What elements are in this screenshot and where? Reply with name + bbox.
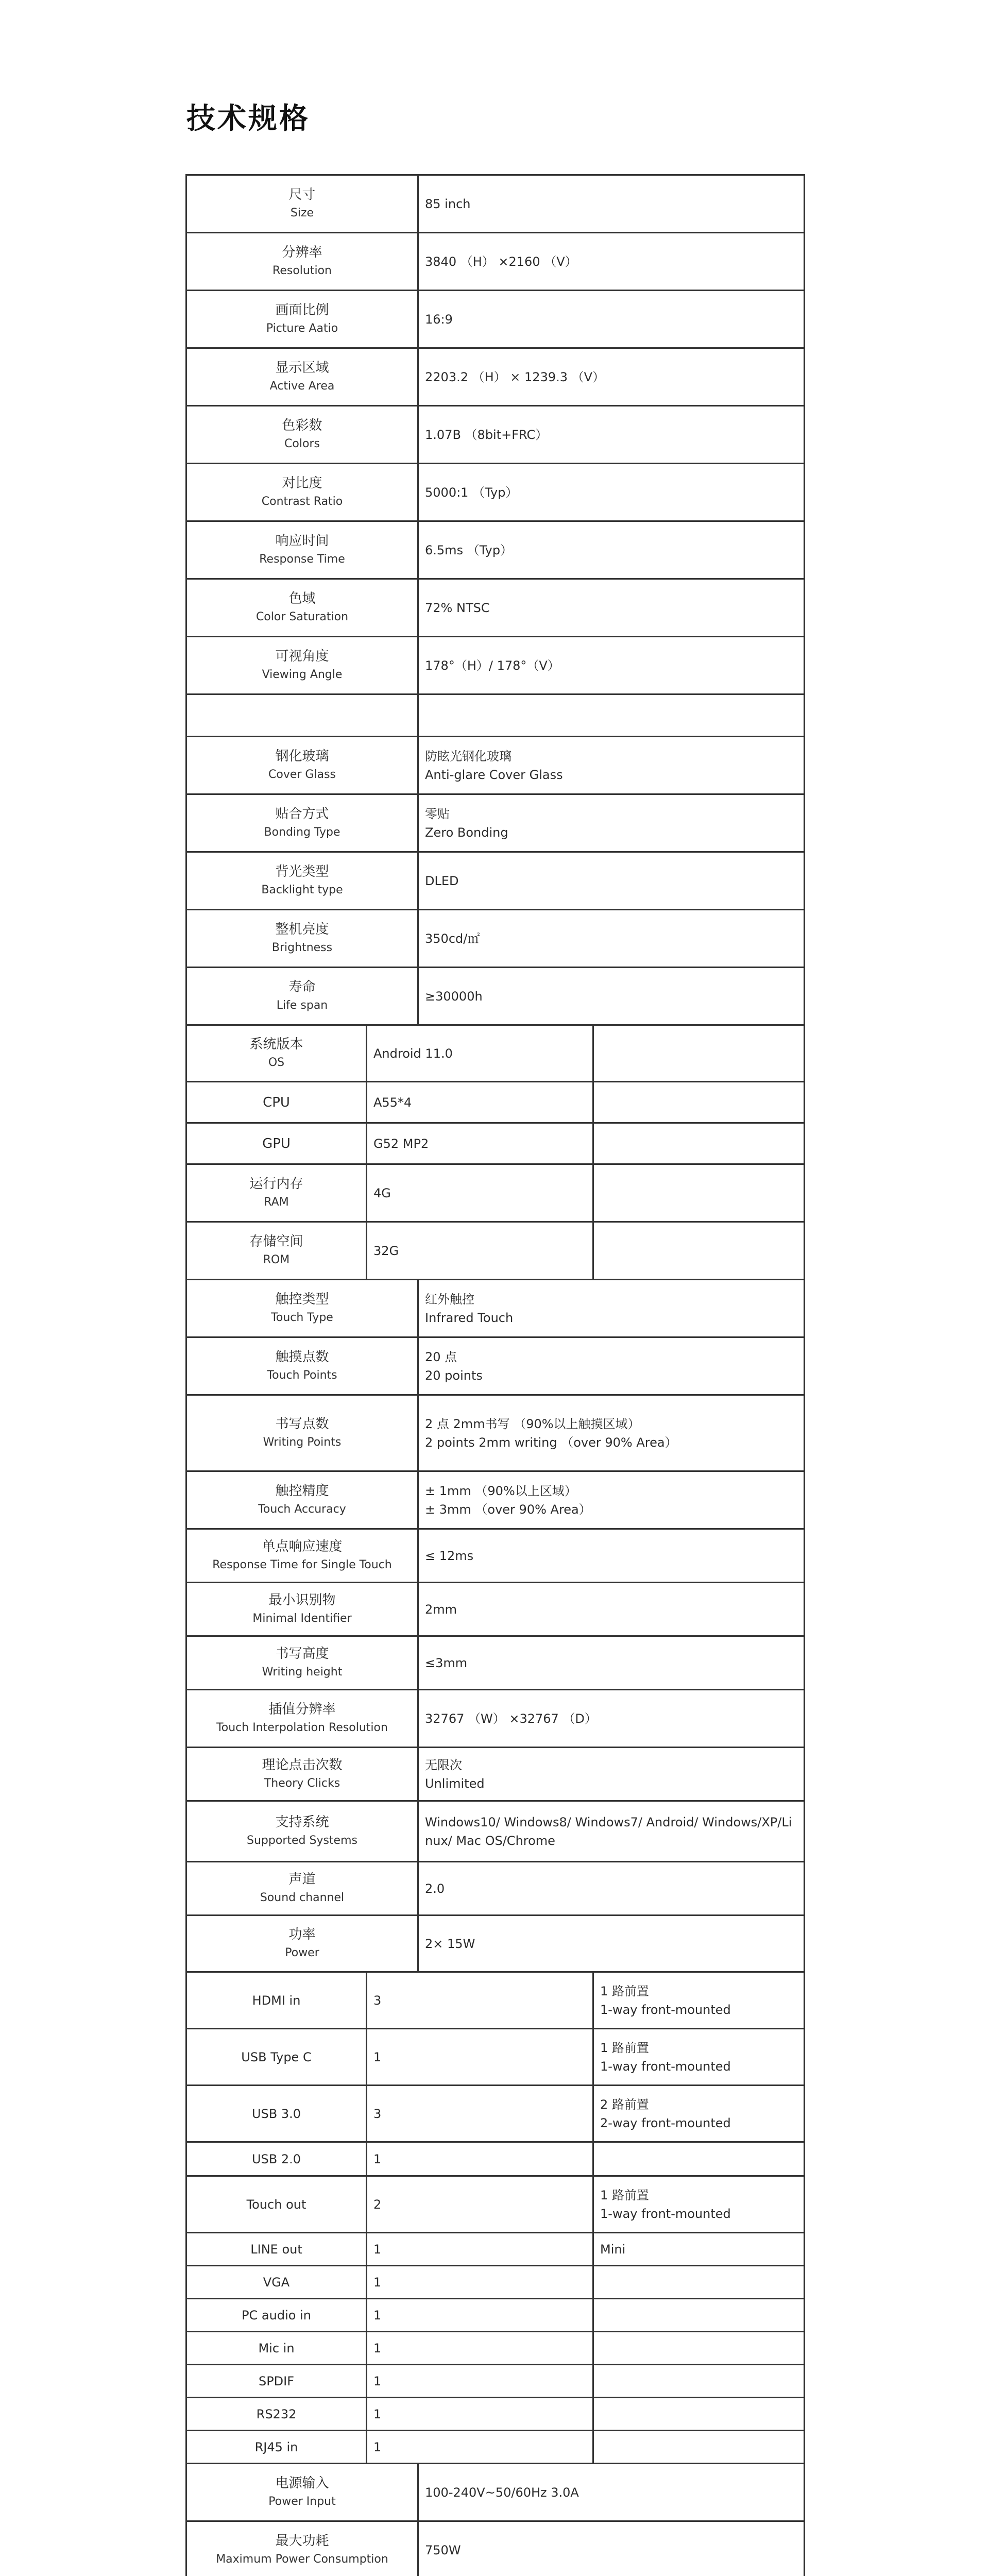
port-name-cell <box>186 2299 367 2332</box>
spec-value-cell <box>418 910 805 968</box>
port-qty: 1 <box>373 2242 382 2257</box>
spec-label-cell <box>186 1862 418 1916</box>
spec-label-en: Touch Accuracy <box>258 1502 346 1516</box>
spec-label-cell <box>186 1690 418 1748</box>
spec-label-en: Touch Type <box>271 1311 333 1324</box>
spec-value: 85 inch <box>425 196 471 211</box>
spec-value: 20 点 <box>425 1349 457 1364</box>
spec-value-cell <box>367 1164 593 1222</box>
spec-value: nux/ Mac OS/Chrome <box>425 1833 555 1848</box>
blank-cell <box>593 1123 805 1164</box>
spec-row <box>186 1123 805 1164</box>
spec-label-cell <box>186 2521 418 2576</box>
spec-value: ≤3mm <box>425 1655 468 1670</box>
blank-cell <box>593 1025 805 1082</box>
blank-cell <box>186 694 418 737</box>
spec-label-cn: 背光类型 <box>275 863 329 879</box>
port-position-cell <box>593 2142 805 2176</box>
spec-label-cn: 画面比例 <box>275 302 329 318</box>
spec-value: 防眩光钢化玻璃 <box>425 749 512 764</box>
blank-cell <box>593 1082 805 1123</box>
spec-label-cn: 最大功耗 <box>275 2533 329 2549</box>
spec-label-cell <box>186 175 418 233</box>
port-qty: 1 <box>373 2341 382 2355</box>
port-qty: 1 <box>373 2374 382 2388</box>
spec-value-cell <box>418 1583 805 1636</box>
spec-label-cn: 分辨率 <box>282 244 322 260</box>
port-qty: 1 <box>373 2406 382 2421</box>
spec-value: 2 points 2mm writing （over 90% Area） <box>425 1435 677 1450</box>
port-position-cell <box>593 2233 805 2266</box>
spec-row <box>186 2431 805 2464</box>
port-name: Touch out <box>246 2197 306 2212</box>
spec-value: 3840 （H） ×2160 （V） <box>425 254 577 269</box>
spec-label-cell <box>186 1025 367 1082</box>
spec-label-en: Theory Clicks <box>264 1776 340 1790</box>
spec-label-cn: 理论点击次数 <box>262 1757 343 1773</box>
spec-label-cn: 显示区域 <box>275 360 329 376</box>
spec-label-cn: 书写点数 <box>275 1416 329 1432</box>
spec-label-en: Response Time for Single Touch <box>212 1558 392 1571</box>
spec-label-cell <box>186 579 418 637</box>
port-qty: 1 <box>373 2308 382 2323</box>
spec-row <box>186 1471 805 1529</box>
spec-label-en: Response Time <box>259 552 345 566</box>
spec-value: 红外触控 <box>425 1292 475 1307</box>
port-position: 1 路前置 <box>600 2188 649 2202</box>
spec-label-en: Bonding Type <box>264 825 340 839</box>
port-qty: 3 <box>373 1993 382 2008</box>
spec-value: Windows10/ Windows8/ Windows7/ Android/ Windows/XP/Li <box>425 1815 792 1829</box>
port-position: 1 路前置 <box>600 1984 649 1998</box>
port-qty-cell <box>367 2142 593 2176</box>
spec-label-en: Color Saturation <box>255 610 349 623</box>
port-name: Mic in <box>258 2341 295 2355</box>
spec-label-en: Brightness <box>271 941 333 954</box>
port-qty: 3 <box>373 2106 382 2121</box>
spec-row <box>186 2521 805 2576</box>
port-name-cell <box>186 2142 367 2176</box>
spec-value-cell <box>418 291 805 348</box>
spec-row <box>186 1395 805 1471</box>
spec-label-cn: CPU <box>263 1094 290 1110</box>
spec-label-cell <box>186 348 418 406</box>
spec-row <box>186 1801 805 1862</box>
spec-label-en: Supported Systems <box>247 1834 357 1847</box>
spec-row <box>186 1916 805 1972</box>
spec-label-cell <box>186 1748 418 1801</box>
port-position: 2-way front-mounted <box>600 2115 731 2130</box>
spec-label-cn: 色域 <box>288 590 316 606</box>
spec-label-en: Viewing Angle <box>262 668 343 681</box>
port-qty: 1 <box>373 2275 382 2290</box>
port-position-cell <box>593 2086 805 2142</box>
spec-label-en: Resolution <box>272 264 332 277</box>
blank-cell <box>593 1222 805 1280</box>
port-position: 1 路前置 <box>600 2040 649 2055</box>
spec-label-en: Size <box>290 206 314 219</box>
spec-label-en: OS <box>268 1056 285 1069</box>
spec-label-cn: 系统版本 <box>249 1036 303 1052</box>
port-name: VGA <box>263 2275 290 2290</box>
spec-value: ≤ 12ms <box>425 1548 474 1563</box>
spec-label-en: Life span <box>276 998 328 1012</box>
spec-label-cell <box>186 1395 418 1471</box>
spec-row <box>186 1690 805 1748</box>
spec-value: 32G <box>373 1243 399 1258</box>
spec-row <box>186 1280 805 1337</box>
spec-row <box>186 2086 805 2142</box>
spec-value: ± 3mm （over 90% Area） <box>425 1502 591 1517</box>
port-name: RJ45 in <box>254 2439 298 2454</box>
spec-value: 零贴 <box>425 806 450 821</box>
port-position-cell <box>593 2365 805 2398</box>
spec-row <box>186 579 805 637</box>
spec-value: G52 MP2 <box>373 1136 429 1151</box>
port-name-cell <box>186 1972 367 2029</box>
port-position: 1-way front-mounted <box>600 2206 731 2221</box>
spec-label-cell <box>186 1471 418 1529</box>
spec-label-en: Maximum Power Consumption <box>216 2552 388 2566</box>
spec-value-cell <box>418 1337 805 1395</box>
spec-value-cell <box>418 794 805 852</box>
spec-value-cell <box>418 1801 805 1862</box>
spec-row <box>186 2299 805 2332</box>
port-position: 1-way front-mounted <box>600 2059 731 2074</box>
port-qty-cell <box>367 2431 593 2464</box>
spec-row <box>186 637 805 694</box>
spec-label-cn: 支持系统 <box>275 1814 329 1830</box>
spec-row <box>186 852 805 910</box>
spec-label-cell <box>186 1164 367 1222</box>
spec-value-cell <box>418 406 805 464</box>
port-name-cell <box>186 2086 367 2142</box>
spec-value-cell <box>367 1222 593 1280</box>
spec-label-en: Writing Points <box>263 1435 342 1449</box>
port-name: USB 3.0 <box>251 2106 301 2121</box>
blank-cell <box>593 1164 805 1222</box>
port-name: HDMI in <box>252 1993 301 2008</box>
spec-label-en: Touch Interpolation Resolution <box>216 1721 388 1734</box>
spec-label-cn: 运行内存 <box>249 1176 303 1192</box>
spec-label-cn: 触摸点数 <box>275 1349 329 1365</box>
spec-label-cell <box>186 1082 367 1123</box>
blank-cell <box>418 694 805 737</box>
spec-label-cell <box>186 737 418 794</box>
spec-label-cell <box>186 1280 418 1337</box>
spec-row <box>186 2176 805 2233</box>
spec-value: 4G <box>373 1185 391 1200</box>
port-qty-cell <box>367 2365 593 2398</box>
port-name-cell <box>186 2266 367 2299</box>
port-name-cell <box>186 2365 367 2398</box>
spec-label-cn: 对比度 <box>282 475 322 491</box>
spec-row <box>186 1862 805 1916</box>
spec-label-en: Contrast Ratio <box>261 495 343 508</box>
port-name: USB 2.0 <box>251 2151 301 2166</box>
spec-value-cell <box>418 579 805 637</box>
spec-value: 750W <box>425 2543 461 2557</box>
spec-label-cell <box>186 1916 418 1972</box>
spec-value-cell <box>418 464 805 521</box>
spec-label-en: Power <box>285 1946 319 1959</box>
spec-label-cell <box>186 1337 418 1395</box>
spec-label-cn: 插值分辨率 <box>268 1701 336 1717</box>
spec-label-cell <box>186 464 418 521</box>
spec-row <box>186 406 805 464</box>
spec-value-cell <box>418 233 805 291</box>
spec-label-cn: 触控类型 <box>275 1291 329 1307</box>
spec-value-cell <box>418 852 805 910</box>
spec-label-cell <box>186 637 418 694</box>
spec-row <box>186 1337 805 1395</box>
spec-value: ± 1mm （90%以上区域） <box>425 1483 577 1498</box>
spec-value-cell <box>418 1862 805 1916</box>
port-position-cell <box>593 2176 805 2233</box>
spec-value-cell <box>418 1471 805 1529</box>
port-qty-cell <box>367 2398 593 2431</box>
spec-label-cn: 可视角度 <box>275 648 329 664</box>
spec-row <box>186 2029 805 2086</box>
port-position: 2 路前置 <box>600 2097 649 2112</box>
spec-value-cell <box>367 1082 593 1123</box>
spec-label-cn: 整机亮度 <box>275 921 329 937</box>
spec-value: DLED <box>425 873 459 888</box>
spec-label-cn: 声道 <box>288 1871 316 1887</box>
spec-value-cell <box>418 1529 805 1583</box>
port-name: USB Type C <box>241 2049 312 2064</box>
spec-value: Unlimited <box>425 1776 485 1791</box>
spec-label-cn: 存储空间 <box>249 1233 303 1249</box>
spec-value: 350cd/㎡ <box>425 931 480 946</box>
port-name: SPDIF <box>258 2374 295 2388</box>
spec-row <box>186 1164 805 1222</box>
port-qty: 2 <box>373 2197 382 2212</box>
port-qty-cell <box>367 2332 593 2365</box>
spec-value: ≥30000h <box>425 989 483 1004</box>
spec-label-en: Backlight type <box>261 883 343 896</box>
spec-label-en: Colors <box>284 437 320 450</box>
spec-value: 2× 15W <box>425 1936 475 1951</box>
spec-label-cell <box>186 1123 367 1164</box>
spec-value: 100-240V~50/60Hz 3.0A <box>425 2485 579 2500</box>
spec-label-en: Active Area <box>269 379 335 393</box>
spec-row <box>186 968 805 1025</box>
spec-value: 2mm <box>425 1602 457 1617</box>
spec-value: Android 11.0 <box>373 1046 453 1061</box>
port-position-cell <box>593 2431 805 2464</box>
spec-label-cn: GPU <box>262 1136 291 1151</box>
spec-value-cell <box>367 1025 593 1082</box>
port-qty-cell <box>367 1972 593 2029</box>
spec-value-cell <box>418 1636 805 1690</box>
port-qty-cell <box>367 2233 593 2266</box>
port-qty-cell <box>367 2266 593 2299</box>
spec-label-en: RAM <box>264 1195 289 1209</box>
spec-row <box>186 1529 805 1583</box>
spec-value-cell <box>418 1395 805 1471</box>
spec-row <box>186 291 805 348</box>
spec-label-cell <box>186 852 418 910</box>
spec-label-cell <box>186 521 418 579</box>
spec-value-cell <box>418 737 805 794</box>
spec-value-cell <box>418 1916 805 1972</box>
spec-value: Zero Bonding <box>425 825 508 840</box>
spec-row <box>186 1025 805 1082</box>
port-qty: 1 <box>373 2151 382 2166</box>
spec-value-cell <box>418 521 805 579</box>
spec-label-cn: 贴合方式 <box>275 806 329 822</box>
port-position-cell <box>593 2299 805 2332</box>
spec-label-cn: 功率 <box>288 1926 316 1942</box>
spec-value: 无限次 <box>425 1757 463 1772</box>
port-qty-cell <box>367 2086 593 2142</box>
spec-value: 1.07B （8bit+FRC） <box>425 427 548 442</box>
port-qty-cell <box>367 2176 593 2233</box>
spec-label-cell <box>186 794 418 852</box>
spec-label-en: Sound channel <box>260 1891 345 1904</box>
spec-value-cell <box>418 1690 805 1748</box>
spec-label-cell <box>186 1801 418 1862</box>
spec-value: 2 点 2mm书写 （90%以上触摸区域） <box>425 1416 640 1431</box>
spec-row <box>186 175 805 233</box>
spec-value: 16:9 <box>425 312 453 327</box>
spec-row <box>186 2233 805 2266</box>
spec-value-cell <box>418 968 805 1025</box>
spec-value: 5000:1 （Typ） <box>425 485 518 500</box>
spec-row <box>186 2464 805 2521</box>
port-name: LINE out <box>250 2242 302 2257</box>
spec-label-cell <box>186 910 418 968</box>
port-name-cell <box>186 2176 367 2233</box>
spec-value-cell <box>418 175 805 233</box>
spec-label-cn: 最小识别物 <box>268 1592 336 1608</box>
spec-label-cell <box>186 1529 418 1583</box>
port-position-cell <box>593 2332 805 2365</box>
spec-value: 32767 （W） ×32767 （D） <box>425 1711 597 1726</box>
spec-row <box>186 910 805 968</box>
port-qty-cell <box>367 2299 593 2332</box>
spec-label-en: Power Input <box>268 2495 336 2508</box>
spec-label-cell <box>186 291 418 348</box>
spec-value-cell <box>418 348 805 406</box>
spec-row <box>186 1748 805 1801</box>
spec-label-cell <box>186 1583 418 1636</box>
spec-value: A55*4 <box>373 1095 412 1110</box>
spec-label-cell <box>186 233 418 291</box>
spec-label-cn: 响应时间 <box>275 533 329 549</box>
port-position: 1-way front-mounted <box>600 2002 731 2017</box>
spec-row <box>186 1972 805 2029</box>
spec-row <box>186 737 805 794</box>
port-name-cell <box>186 2029 367 2086</box>
spec-value: Anti-glare Cover Glass <box>425 767 563 782</box>
spec-row <box>186 2365 805 2398</box>
port-qty: 1 <box>373 2049 382 2064</box>
spec-row <box>186 1583 805 1636</box>
spec-value-cell <box>418 1280 805 1337</box>
port-name-cell <box>186 2431 367 2464</box>
port-position: Mini <box>600 2242 626 2257</box>
port-position-cell <box>593 2398 805 2431</box>
spec-row <box>186 521 805 579</box>
port-name: PC audio in <box>242 2308 311 2323</box>
spec-value-cell <box>418 2464 805 2521</box>
spec-row <box>186 2266 805 2299</box>
spec-value-cell <box>418 2521 805 2576</box>
spec-value: 20 points <box>425 1368 483 1383</box>
spec-value: 2.0 <box>425 1881 445 1896</box>
spec-value: 2203.2 （H） × 1239.3 （V） <box>425 369 605 384</box>
spec-value: 6.5ms （Typ） <box>425 543 513 557</box>
spec-label-en: Picture Aatio <box>266 321 338 335</box>
spec-row <box>186 233 805 291</box>
spec-row <box>186 1082 805 1123</box>
spec-row <box>186 794 805 852</box>
spec-label-en: Minimal Identifier <box>252 1612 352 1625</box>
spec-row <box>186 694 805 737</box>
spec-label-cn: 书写高度 <box>275 1646 329 1662</box>
port-qty: 1 <box>373 2439 382 2454</box>
spec-value: 178°（H）/ 178°（V） <box>425 658 560 673</box>
spec-row <box>186 2332 805 2365</box>
port-position-cell <box>593 2029 805 2086</box>
spec-row <box>186 1636 805 1690</box>
spec-label-cell <box>186 2464 418 2521</box>
spec-label-cn: 寿命 <box>288 979 316 995</box>
spec-label-cell <box>186 968 418 1025</box>
port-name: RS232 <box>256 2406 297 2421</box>
spec-value-cell <box>418 637 805 694</box>
spec-value-cell <box>418 1748 805 1801</box>
spec-label-cell <box>186 1222 367 1280</box>
port-name-cell <box>186 2332 367 2365</box>
spec-table <box>185 174 805 2576</box>
spec-row <box>186 2398 805 2431</box>
spec-label-cn: 钢化玻璃 <box>275 748 329 764</box>
spec-label-en: Cover Glass <box>268 768 336 781</box>
spec-value: 72% NTSC <box>425 600 490 615</box>
port-position-cell <box>593 1972 805 2029</box>
spec-value-cell <box>367 1123 593 1164</box>
spec-label-cn: 触控精度 <box>275 1483 329 1499</box>
spec-label-cn: 单点响应速度 <box>262 1538 343 1554</box>
spec-label-cn: 尺寸 <box>288 187 316 202</box>
page-title: 技术规格 <box>186 102 310 135</box>
spec-label-cn: 电源输入 <box>275 2475 329 2491</box>
spec-row <box>186 2142 805 2176</box>
port-name-cell <box>186 2233 367 2266</box>
port-name-cell <box>186 2398 367 2431</box>
spec-label-cell <box>186 406 418 464</box>
spec-label-en: ROM <box>263 1253 290 1266</box>
port-qty-cell <box>367 2029 593 2086</box>
spec-row <box>186 348 805 406</box>
spec-label-en: Touch Points <box>267 1368 337 1382</box>
spec-label-cell <box>186 1636 418 1690</box>
spec-row <box>186 464 805 521</box>
spec-row <box>186 1222 805 1280</box>
port-position-cell <box>593 2266 805 2299</box>
spec-label-cn: 色彩数 <box>282 417 322 433</box>
spec-value: Infrared Touch <box>425 1310 514 1325</box>
spec-label-en: Writing height <box>262 1665 343 1679</box>
